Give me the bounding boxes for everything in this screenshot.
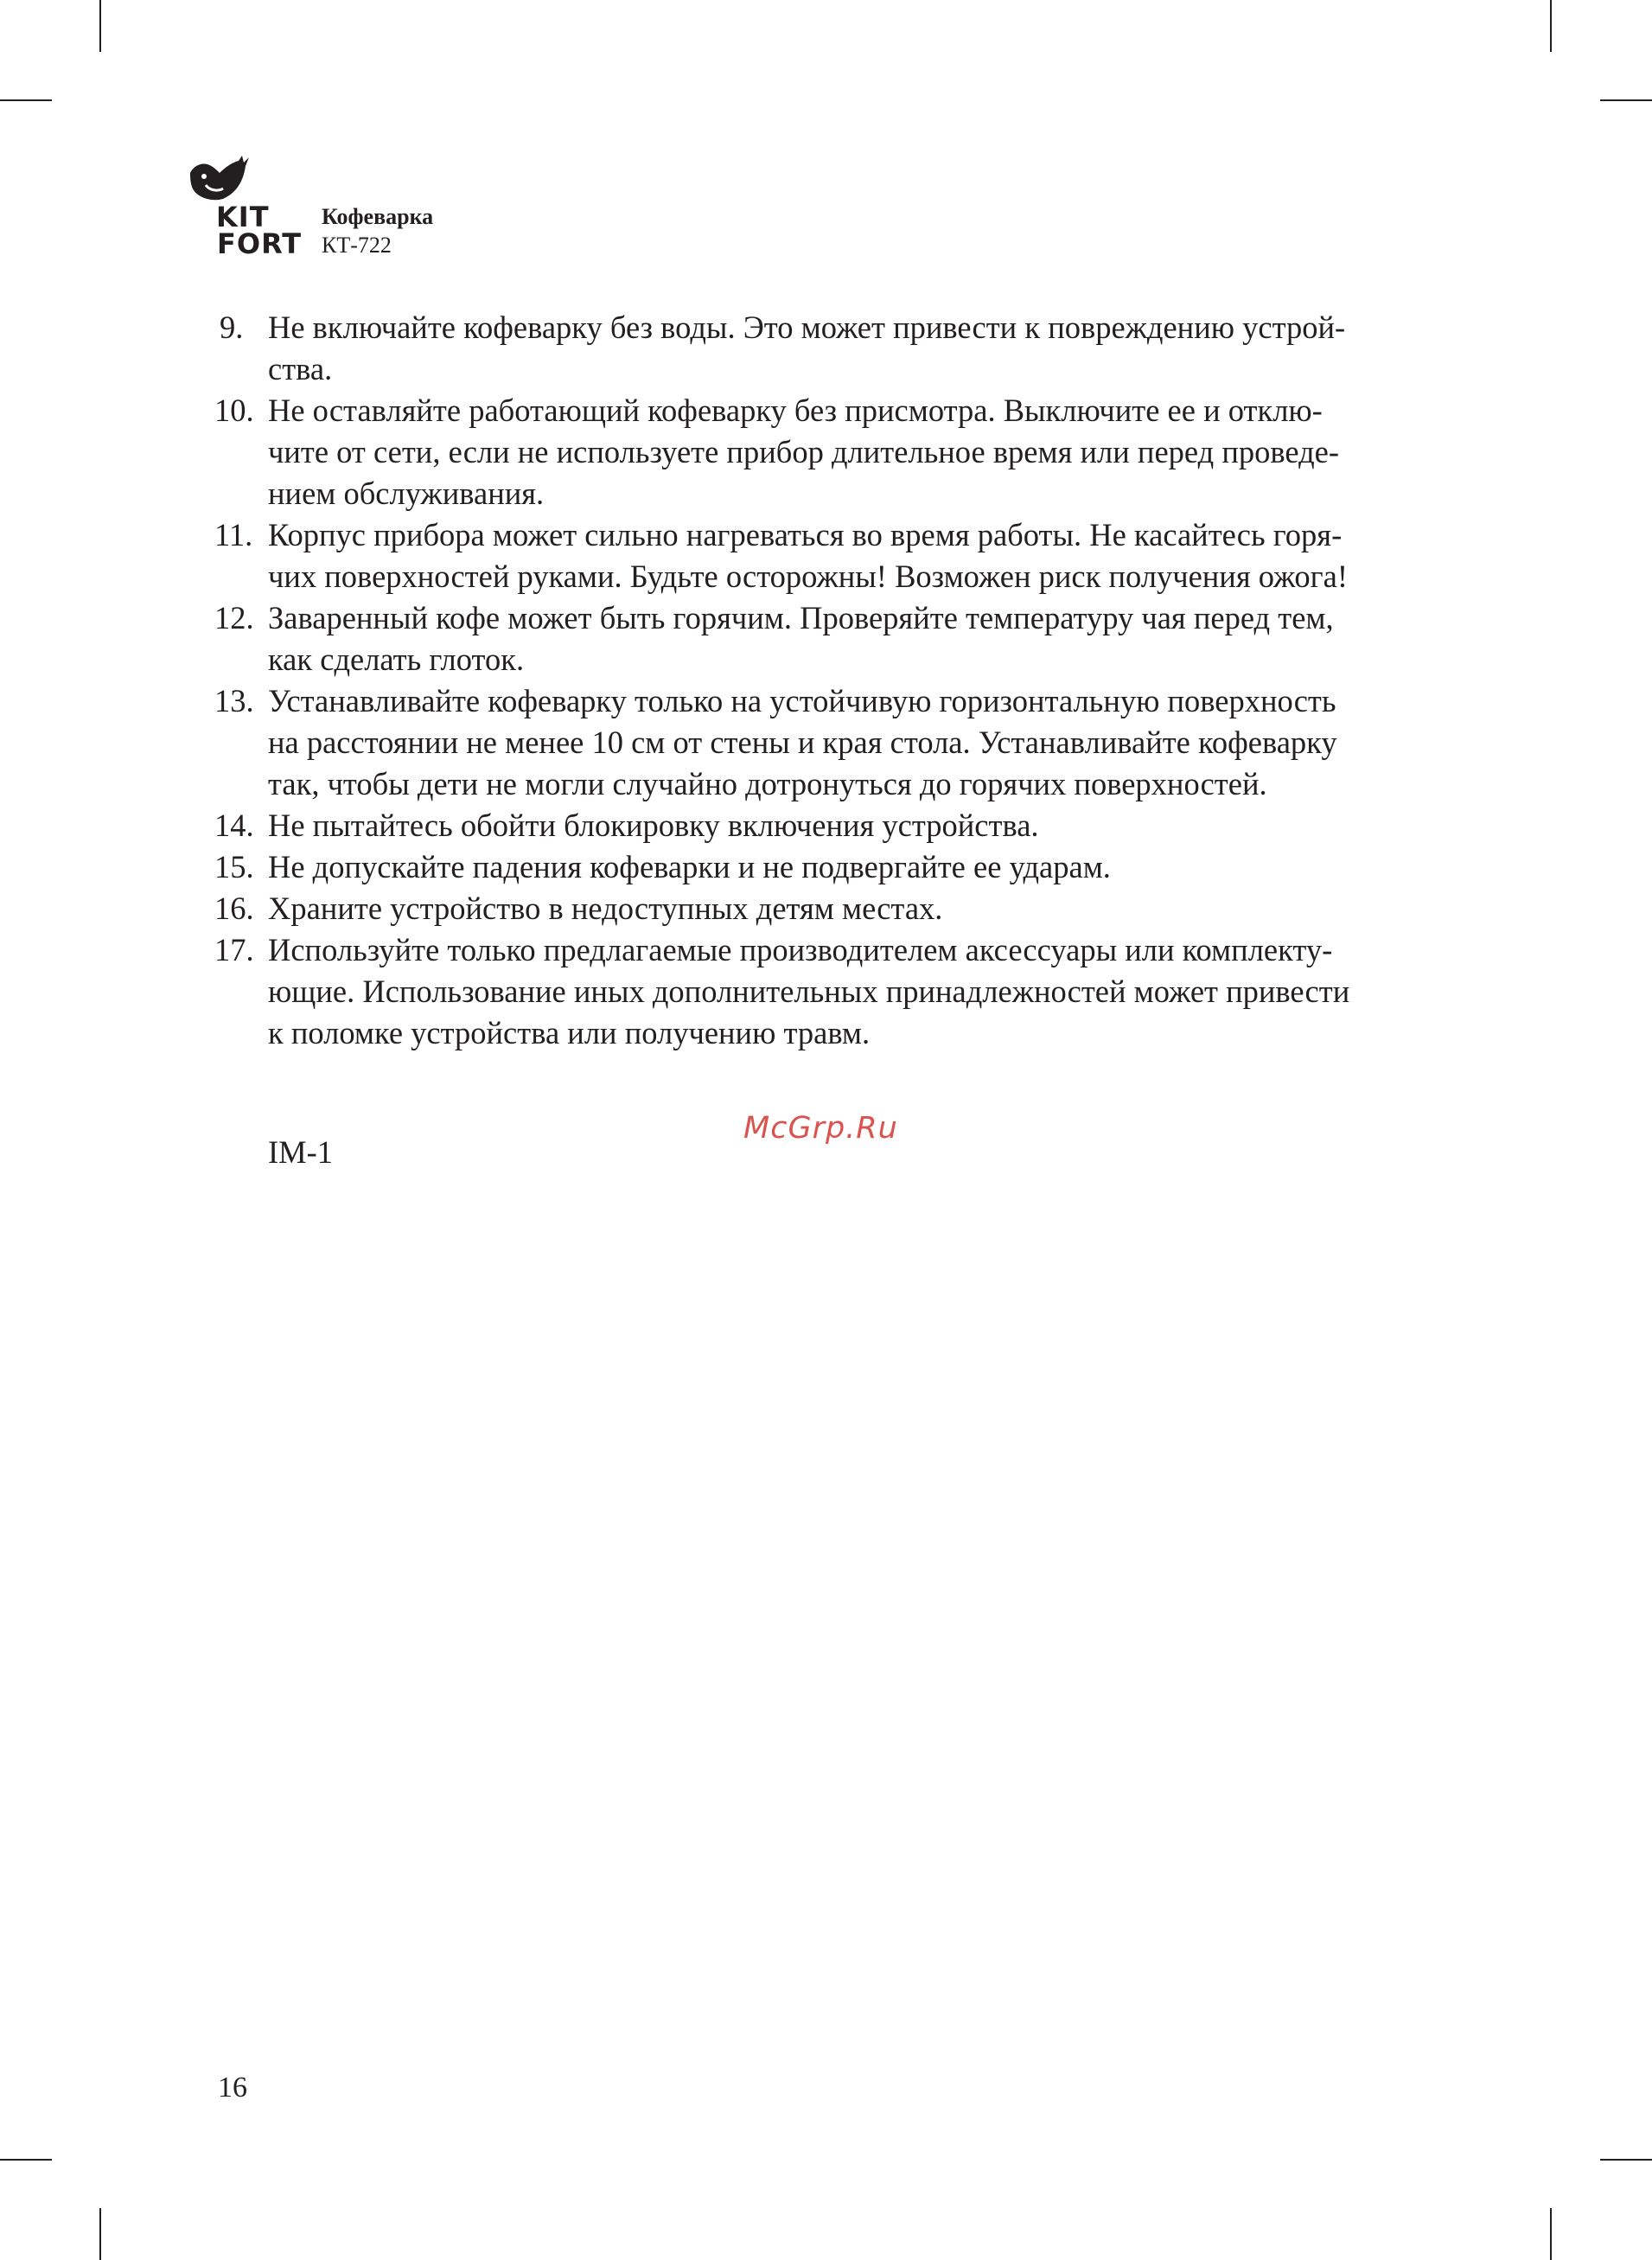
list-item-line: ющие. Использование иных дополнительных принадлежностей может привести xyxy=(268,974,1350,1009)
list-item-number: 12. xyxy=(214,600,254,635)
crop-mark xyxy=(1600,2159,1652,2161)
list-item-line: Не оставляйте работающий кофеварку без присмотра. Выключите ее и отклю- xyxy=(268,393,1323,428)
list-item-number: 9. xyxy=(220,310,244,345)
list-item-number: 16. xyxy=(214,891,254,926)
list-item-number: 13. xyxy=(214,683,254,718)
whale-icon xyxy=(188,154,251,202)
list-item-line: к поломке устройства или получению травм. xyxy=(268,1015,871,1050)
list-item-number: 10. xyxy=(214,393,254,428)
list-item xyxy=(214,888,1459,929)
page-number: 16 xyxy=(218,2072,247,2104)
list-item-line: чих поверхностей руками. Будьте осторожны! Возможен риск получения ожога! xyxy=(268,559,1348,594)
kitfort-logo xyxy=(188,154,303,260)
list-item-line: Используйте только предлагаемые производителем аксессуары или комплекту- xyxy=(268,932,1333,967)
safety-instructions-list xyxy=(214,307,1459,1054)
crop-mark xyxy=(0,99,52,101)
crop-mark xyxy=(0,2159,52,2161)
im-code: IM-1 xyxy=(268,1134,334,1170)
header-product: Кофеварка xyxy=(322,204,434,229)
header-model: КТ-722 xyxy=(322,233,392,258)
list-item-line: ства. xyxy=(268,351,333,386)
crop-mark xyxy=(99,0,101,52)
watermark: McGrp.Ru xyxy=(743,1111,898,1146)
list-item-number: 11. xyxy=(214,517,253,552)
list-item-line: чите от сети, если не используете прибор длительное время или перед проведе- xyxy=(268,434,1340,469)
list-item-line: Заваренный кофе может быть горячим. Проверяйте температуру чая перед тем, xyxy=(268,600,1334,635)
logo-text-kit: KIT xyxy=(216,201,270,233)
list-item-line: Не допускайте падения кофеварки и не подвергайте ее ударам. xyxy=(268,849,1111,884)
crop-mark xyxy=(99,2208,101,2260)
list-item-line: на расстоянии не менее 10 см от стены и края стола. Устанавливайте кофеварку xyxy=(268,725,1337,760)
list-item xyxy=(214,390,1459,514)
list-item-line: Устанавливайте кофеварку только на устойчивую горизонтальную поверхность xyxy=(268,683,1336,718)
list-item xyxy=(214,846,1459,888)
list-item-line: Не включайте кофеварку без воды. Это может привести к повреждению устрой- xyxy=(268,310,1346,345)
list-item xyxy=(214,805,1459,846)
list-item xyxy=(214,307,1459,390)
list-item-line: Не пытайтесь обойти блокировку включения устройства. xyxy=(268,808,1039,843)
list-item-line: Храните устройство в недоступных детям местах. xyxy=(268,891,943,926)
list-item-line: как сделать глоток. xyxy=(268,642,525,677)
list-item-line: нием обслуживания. xyxy=(268,476,545,511)
list-item xyxy=(214,929,1459,1054)
list-item-line: Корпус прибора может сильно нагреваться во время работы. Не касайтесь горя- xyxy=(268,517,1343,552)
logo-text-fort: FORT xyxy=(217,227,303,260)
list-item-number: 15. xyxy=(214,849,254,884)
crop-mark xyxy=(1550,0,1552,52)
list-item-line: так, чтобы дети не могли случайно дотронуться до горячих поверхностей. xyxy=(268,766,1267,801)
list-item xyxy=(214,597,1459,680)
list-item-number: 17. xyxy=(214,932,254,967)
list-item xyxy=(214,680,1459,805)
crop-mark xyxy=(1550,2208,1552,2260)
list-item-number: 14. xyxy=(214,808,254,843)
crop-mark xyxy=(1600,99,1652,101)
list-item xyxy=(214,514,1459,597)
